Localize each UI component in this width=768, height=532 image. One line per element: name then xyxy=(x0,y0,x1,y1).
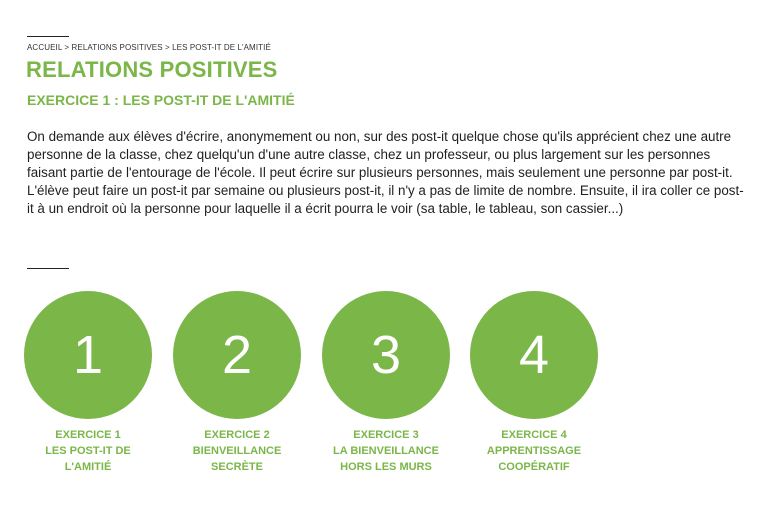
exercise-label-line: EXERCICE 1 xyxy=(55,429,121,441)
breadcrumb-separator: > xyxy=(64,43,70,52)
top-divider xyxy=(27,36,69,37)
exercise-label[interactable] xyxy=(24,427,152,475)
exercise-label-line: APPRENTISSAGE xyxy=(486,445,582,457)
breadcrumb-section-link[interactable]: RELATIONS POSITIVES xyxy=(71,43,163,52)
exercise-label[interactable] xyxy=(470,427,598,475)
exercise-number-circle[interactable]: 4 xyxy=(470,291,598,419)
exercise-label-line: LA BIENVEILLANCE xyxy=(333,445,439,457)
exercise-card-2[interactable] xyxy=(173,291,301,475)
exercise-subtitle: EXERCICE 1 : LES POST-IT DE L'AMITIÉ xyxy=(27,92,295,108)
exercise-label-line: COOPÉRATIF xyxy=(498,461,570,473)
exercise-label-line: L'AMITIÉ xyxy=(64,461,112,473)
exercise-description: On demande aux élèves d'écrire, anonymement ou non, sur des post-it quelque chose qu'ils apprécient chez une autre personne de la classe, chez quelqu'un d'une autre classe, chez un professeur, ou plus largement sur les personnes faisant partie de l'entourage de l'école. Il peut écrire sur plusieurs personnes, mais seulement une personne par post-it. L'élève peut faire un post-it par semaine ou plusieurs post-it, il n'y a pas de limite de nombre. Ensuite, il ira coller ce post-it à un endroit où la personne pour laquelle il a écrit pourra le voir (sa table, le tableau, son cassier...) xyxy=(27,129,744,216)
breadcrumb-separator: > xyxy=(164,43,170,52)
exercise-label-line: EXERCICE 3 xyxy=(353,429,419,441)
exercise-label[interactable] xyxy=(173,427,301,475)
exercise-label-line: BIENVEILLANCE xyxy=(192,445,282,457)
exercise-label-line: EXERCICE 2 xyxy=(204,429,270,441)
exercise-card-4[interactable] xyxy=(470,291,598,475)
exercise-number-circle[interactable]: 2 xyxy=(173,291,301,419)
exercise-label-line: EXERCICE 4 xyxy=(501,429,567,441)
exercise-label-line: SECRÈTE xyxy=(211,461,263,473)
exercise-label-line: LES POST-IT DE xyxy=(45,445,131,457)
exercise-card-1[interactable] xyxy=(24,291,152,475)
exercise-number-circle[interactable]: 3 xyxy=(322,291,450,419)
section-divider xyxy=(27,268,69,269)
exercise-card-3[interactable] xyxy=(322,291,450,475)
exercise-label[interactable] xyxy=(322,427,450,475)
exercise-number-circle[interactable]: 1 xyxy=(24,291,152,419)
breadcrumb-home-link[interactable]: ACCUEIL xyxy=(27,43,63,52)
page-title: RELATIONS POSITIVES xyxy=(26,57,278,82)
breadcrumb xyxy=(27,43,271,52)
breadcrumb-current: LES POST-IT DE L'AMITIÉ xyxy=(172,43,271,52)
exercise-label-line: HORS LES MURS xyxy=(340,461,432,473)
